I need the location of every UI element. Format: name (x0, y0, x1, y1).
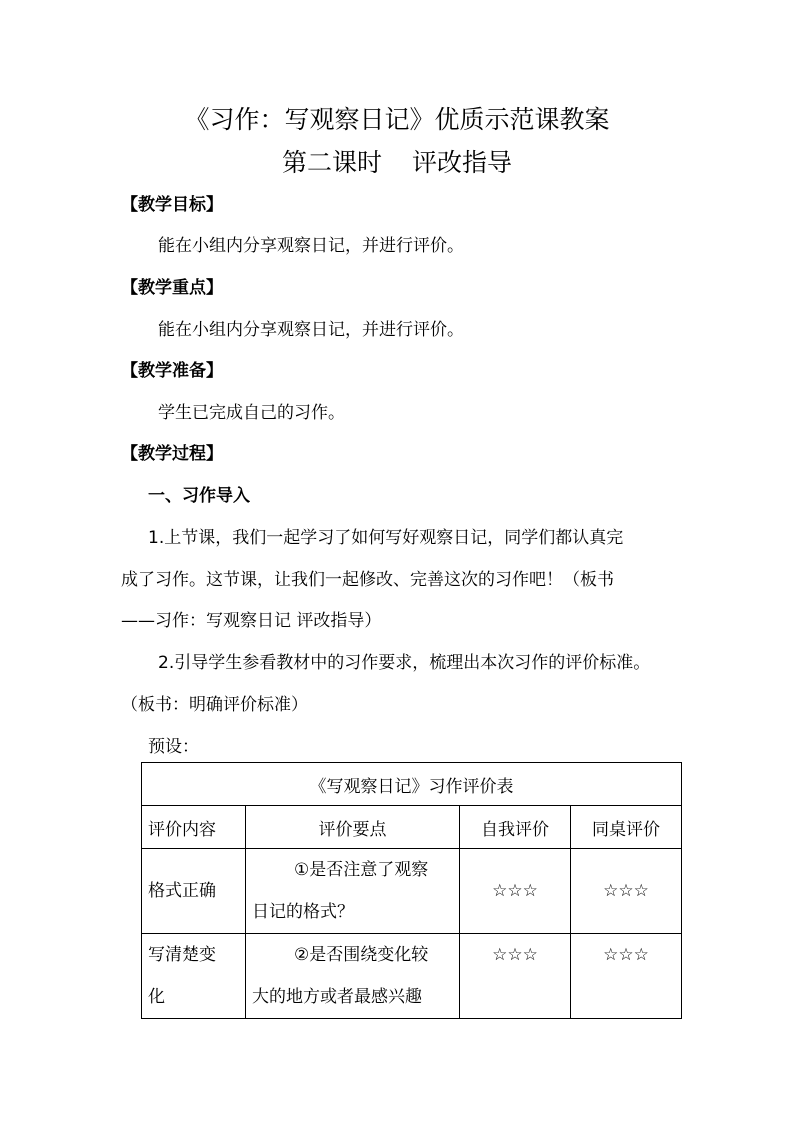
row1-self-rating: ☆☆☆ (460, 849, 571, 934)
header-content: 评价内容 (142, 806, 246, 849)
subtitle-lesson: 第二课时 (281, 148, 382, 177)
row2-point-line1: ②是否围绕变化较 (294, 945, 429, 965)
row2-self-rating: ☆☆☆ (460, 934, 571, 1019)
row2-content-line1: 写清楚变 (148, 945, 216, 965)
row2-content-line2: 化 (148, 987, 165, 1007)
row1-peer-rating: ☆☆☆ (571, 849, 682, 934)
goal-text: 能在小组内分享观察日记，并进行评价。 (158, 236, 464, 256)
row1-point-line2: 日记的格式？ (252, 902, 354, 922)
goal-heading: 【教学目标】 (121, 195, 223, 215)
header-self: 自我评价 (460, 806, 571, 849)
prep-text: 学生已完成自己的习作。 (158, 403, 345, 423)
paragraph2-line1: 2.引导学生参看教材中的习作要求，梳理出本次习作的评价标准。 (158, 653, 651, 673)
focus-heading: 【教学重点】 (121, 278, 223, 298)
table-row (142, 849, 682, 934)
paragraph1-line1: 1.上节课，我们一起学习了如何写好观察日记，同学们都认真完 (148, 528, 624, 548)
header-peer: 同桌评价 (571, 806, 682, 849)
document-title: 《习作：写观察日记》优质示范课教案 (184, 105, 610, 134)
row1-content: 格式正确 (142, 849, 246, 934)
paragraph1-line3: ——习作：写观察日记 评改指导） (121, 611, 382, 631)
header-points: 评价要点 (246, 806, 460, 849)
row1-points (246, 849, 460, 934)
paragraph2-line2: （板书：明确评价标准） (121, 695, 308, 715)
table-header-row (142, 806, 682, 849)
row2-peer-rating: ☆☆☆ (571, 934, 682, 1019)
focus-text: 能在小组内分享观察日记，并进行评价。 (158, 320, 464, 340)
row2-points (246, 934, 460, 1019)
preset-label: 预设： (148, 737, 199, 757)
process-heading: 【教学过程】 (121, 444, 223, 464)
table-caption: 《写观察日记》习作评价表 (142, 763, 682, 806)
table-row (142, 934, 682, 1019)
prep-heading: 【教学准备】 (121, 361, 223, 381)
part1-title: 一、习作导入 (148, 486, 250, 506)
document-subtitle (0, 143, 794, 179)
row2-point-line2: 大的地方或者最感兴趣 (252, 987, 422, 1007)
evaluation-table (141, 762, 682, 1019)
row1-point-line1: ①是否注意了观察 (294, 860, 429, 880)
subtitle-topic: 评改指导 (412, 148, 513, 177)
paragraph1-line2: 成了习作。这节课，让我们一起修改、完善这次的习作吧！（板书 (121, 570, 614, 590)
row2-content (142, 934, 246, 1019)
